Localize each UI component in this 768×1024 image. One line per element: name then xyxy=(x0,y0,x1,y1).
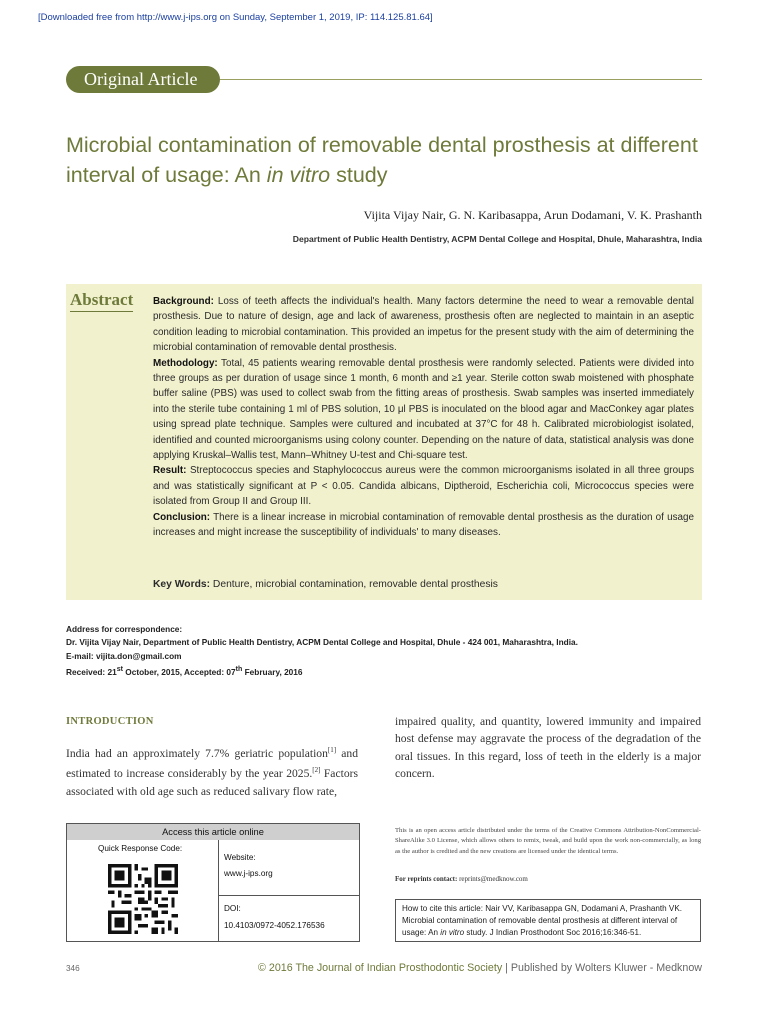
methodology-text: Total, 45 patients wearing removable dental prosthesis were randomly selected. Patients were divided into three groups as per duration of usage since 1 month, 6 month and ≥1 year. Sterile cotton swab moistened with phosphate buffer saline (PBS) was used to collect swab from the fitting areas of prosthesis. Swab samples was inserted immediately into the sterile tube containing 1 ml of PBS solution, 10 μl PBS is inoculated on the blood agar and MacConkey agar plates using spread plate technique. Samples were cultured and incubated at 37°C for 48 h. Calibrated microbiologist isolated, identified and counted microorganisms using colony counter. Depending on the nature of data, statistical analysis was done applying Kruskal–Wallis test, Mann–Whitney U-test and Chi-square test. xyxy=(153,357,694,462)
correspondence-email[interactable]: E-mail: vijita.don@gmail.com xyxy=(66,650,182,661)
received-accepted-dates: Received: 21st October, 2015, Accepted: 07th February, 2016 xyxy=(66,666,303,677)
result-text: Streptococcus species and Staphylococcus aureus were the common microorganisms isolated in all three groups and was statistically significant at P < 0.05. Candida albicans, Diptheroid, Escherichia coli, Micrococcus species were isolated from Group II and Group III. xyxy=(153,465,695,508)
introduction-right-column: impaired quality, and quantity, lowered immunity and impaired host defense may aggravate the process of the degradation of the oral tissues. In this regard, loss of teeth in the elderly is a major concern. xyxy=(395,715,701,781)
title-part1: Microbial contamination of removable dental prosthesis at different interval of usage: An xyxy=(66,133,698,187)
reference-link[interactable]: [2] xyxy=(312,766,321,775)
title-italic: in vitro xyxy=(266,163,331,187)
result-label: Result: xyxy=(153,465,187,477)
background-text: Loss of teeth affects the individual's health. Many factors determine the need to wear a removable dental prosthesis. Due to nature of design, age and lack of awareness, prosthesis often are neglected to maintain in an aseptic condition leading to microbial contamination. This provided an impetus for the present study with the aim of determining the microbial contamination of removable dental prosthesis. xyxy=(153,296,694,354)
author-list: Vijita Vijay Nair, G. N. Karibasappa, Arun Dodamani, V. K. Prashanth xyxy=(363,208,702,222)
title-part2: study xyxy=(330,163,388,187)
publisher-name: Published by Wolters Kluwer - Medknow xyxy=(510,962,702,974)
citation-box: How to cite this article: Nair VV, Karibasappa GN, Dodamani A, Prashanth VK. Microbial contamination of removable dental prosthesis at different interval of usage: An in vitro study. J Indian Prosthodont Soc 2016;16:346-51. xyxy=(395,899,701,942)
journal-footer xyxy=(258,962,702,974)
footer-separator: | xyxy=(502,962,511,974)
article-title xyxy=(66,130,706,190)
article-type-badge: Original Article xyxy=(66,66,220,93)
background-label: Background: xyxy=(153,296,214,307)
affiliation: Department of Public Health Dentistry, ACPM Dental College and Hospital, Dhule, Maharashtra, India xyxy=(292,234,702,244)
keywords-text: Denture, microbial contamination, removable dental prosthesis xyxy=(212,579,498,590)
introduction-left-column: India had an approximately 7.7% geriatric population[1] and estimated to increase considerably by the year 2025.[2] Factors associated with old age such as reduced salivary flow rate, xyxy=(66,746,358,798)
access-box-header: Access this article online xyxy=(67,824,359,840)
correspondence-address: Dr. Vijita Vijay Nair, Department of Public Health Dentistry, ACPM Dental College and Hospital, Dhule - 424 001, Maharashtra, India. xyxy=(66,637,578,648)
introduction-heading: INTRODUCTION xyxy=(66,716,154,727)
website-label: Website: xyxy=(224,853,256,862)
doi-link[interactable]: 10.4103/0972-4052.176536 xyxy=(224,921,325,930)
reprints-label: For reprints contact: xyxy=(395,875,458,883)
conclusion-label: Conclusion: xyxy=(153,511,211,523)
reprints-contact xyxy=(395,875,528,883)
access-box-divider xyxy=(218,895,359,896)
doi-label: DOI: xyxy=(224,904,241,913)
qr-code-label: Quick Response Code: xyxy=(98,844,183,853)
qr-code-icon[interactable] xyxy=(108,863,178,935)
open-access-note: This is an open access article distributed under the terms of the Creative Commons Attribution-NonCommercial-ShareAlike 3.0 License, which allows others to remix, tweak, and build upon the work non-commercially, as long as the author is credited and the new creations are licensed under the identical terms. xyxy=(395,827,701,855)
journal-name: © 2016 The Journal of Indian Prosthodontic Society xyxy=(258,962,503,974)
methodology-label: Methodology: xyxy=(153,357,218,369)
badge-divider xyxy=(220,79,702,80)
download-notice[interactable]: [Downloaded free from http://www.j-ips.org on Sunday, September 1, 2019, IP: 114.125.81.64] xyxy=(38,12,433,23)
reprints-email[interactable]: reprints@medknow.com xyxy=(459,875,528,883)
reference-link[interactable]: [1] xyxy=(327,746,337,754)
abstract-background xyxy=(153,294,694,356)
access-box-divider xyxy=(218,840,219,941)
abstract-conclusion xyxy=(153,510,694,541)
keywords-label: Key Words: xyxy=(153,579,211,590)
abstract-result xyxy=(153,463,694,509)
page-number: 346 xyxy=(66,964,80,973)
conclusion-text: There is a linear increase in microbial contamination of removable dental prosthesis as the duration of usage increases and might increase the susceptibility of individuals' to many diseases. xyxy=(153,511,694,539)
correspondence-heading: Address for correspondence: xyxy=(66,624,183,634)
abstract-body xyxy=(153,294,694,541)
correspondence-block xyxy=(66,623,578,679)
website-link[interactable]: www.j-ips.org xyxy=(224,869,273,878)
abstract-methodology xyxy=(153,356,694,464)
keywords xyxy=(153,579,498,590)
abstract-heading: Abstract xyxy=(70,290,133,312)
